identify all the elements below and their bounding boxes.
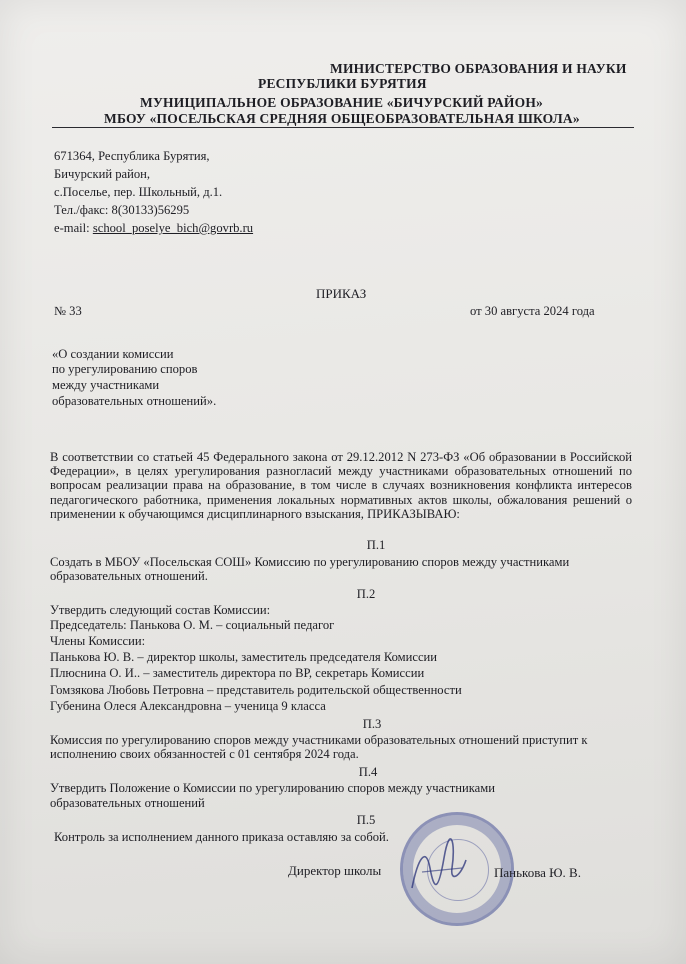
p2-member-3: Гомзякова Любовь Петровна – представитель родительской общественности: [50, 683, 462, 697]
subject-line-1: «О создании комиссии: [52, 347, 174, 361]
p2-member-1: Панькова Ю. В. – директор школы, заместитель председателя Комиссии: [50, 650, 438, 664]
letterhead-municipality: МУНИЦИПАЛЬНОЕ ОБРАЗОВАНИЕ «БИЧУРСКИЙ РАЙОН»: [140, 95, 543, 110]
address-line-3: с.Поселье, пер. Школьный, д.1.: [54, 185, 223, 199]
point-3-label: П.3: [362, 717, 382, 731]
point-3-text: Комиссия по урегулированию споров между участниками образовательных отношений приступит к исполнению своих обязанностей с 01 сентября 2024 года.: [50, 733, 588, 762]
signature-name: Панькова Ю. В.: [494, 865, 581, 880]
subject-line-3: между участниками: [52, 378, 160, 392]
point-4-line-2: образовательных отношений: [50, 796, 205, 810]
p2-members-heading: Члены Комиссии:: [50, 634, 146, 648]
signature-scribble-icon: [404, 838, 474, 898]
letterhead-school: МБОУ «ПОСЕЛЬСКАЯ СРЕДНЯЯ ОБЩЕОБРАЗОВАТЕЛЬНАЯ ШКОЛА»: [104, 111, 580, 126]
letterhead-republic: РЕСПУБЛИКИ БУРЯТИЯ: [258, 76, 427, 91]
point-4-label: П.4: [358, 765, 378, 779]
email-label: e-mail:: [54, 221, 93, 235]
address-line-1: 671364, Республика Бурятия,: [54, 149, 210, 163]
address-email-row: [54, 221, 253, 236]
letterhead-ministry: МИНИСТЕРСТВО ОБРАЗОВАНИЯ И НАУКИ: [330, 61, 627, 76]
point-1-text: Создать в МБОУ «Посельская СОШ» Комиссию по урегулированию споров между участниками образовательных отношений.: [50, 555, 570, 584]
point-2-label: П.2: [356, 587, 376, 601]
point-5-label: П.5: [356, 813, 376, 827]
p2-member-2: Плюснина О. И.. – заместитель директора по ВР, секретарь Комиссии: [50, 666, 425, 680]
order-number: № 33: [54, 304, 82, 318]
address-line-2: Бичурский район,: [54, 167, 151, 181]
order-title: ПРИКАЗ: [316, 286, 367, 301]
email-link[interactable]: school_poselye_bich@govrb.ru: [92, 221, 254, 235]
p2-member-4: Губенина Олеся Александровна – ученица 9 класса: [50, 699, 326, 713]
point-4-line-1: Утвердить Положение о Комиссии по урегулированию споров между участниками: [50, 781, 495, 795]
signature-position: Директор школы: [288, 863, 382, 878]
order-date: от 30 августа 2024 года: [470, 304, 595, 318]
subject-line-4: образовательных отношений».: [52, 394, 217, 408]
preamble-paragraph: В соответствии со статьей 45 Федерального закона от 29.12.2012 N 273-ФЗ «Об образовании в Российской Федерации», в целях урегулирования разногласий между участниками образовательных отношений по вопросам реализации права на образование, в том числе в случаях возникновения конфликта интересов педагогического работника, применения локальных нормативных актов школы, обжалования решений о применении к обучающимся дисциплинарного взыскания, ПРИКАЗЫВАЮ:: [50, 450, 632, 521]
header-rule: [52, 127, 634, 128]
point-1-label: П.1: [366, 538, 386, 552]
subject-line-2: по урегулированию споров: [52, 362, 198, 376]
point-5-text: Контроль за исполнением данного приказа оставляю за собой.: [54, 830, 389, 844]
p2-chair: Председатель: Панькова О. М. – социальный педагог: [50, 618, 335, 632]
p2-line-1: Утвердить следующий состав Комиссии:: [50, 603, 271, 617]
address-phone: Тел./факс: 8(30133)56295: [54, 203, 190, 217]
